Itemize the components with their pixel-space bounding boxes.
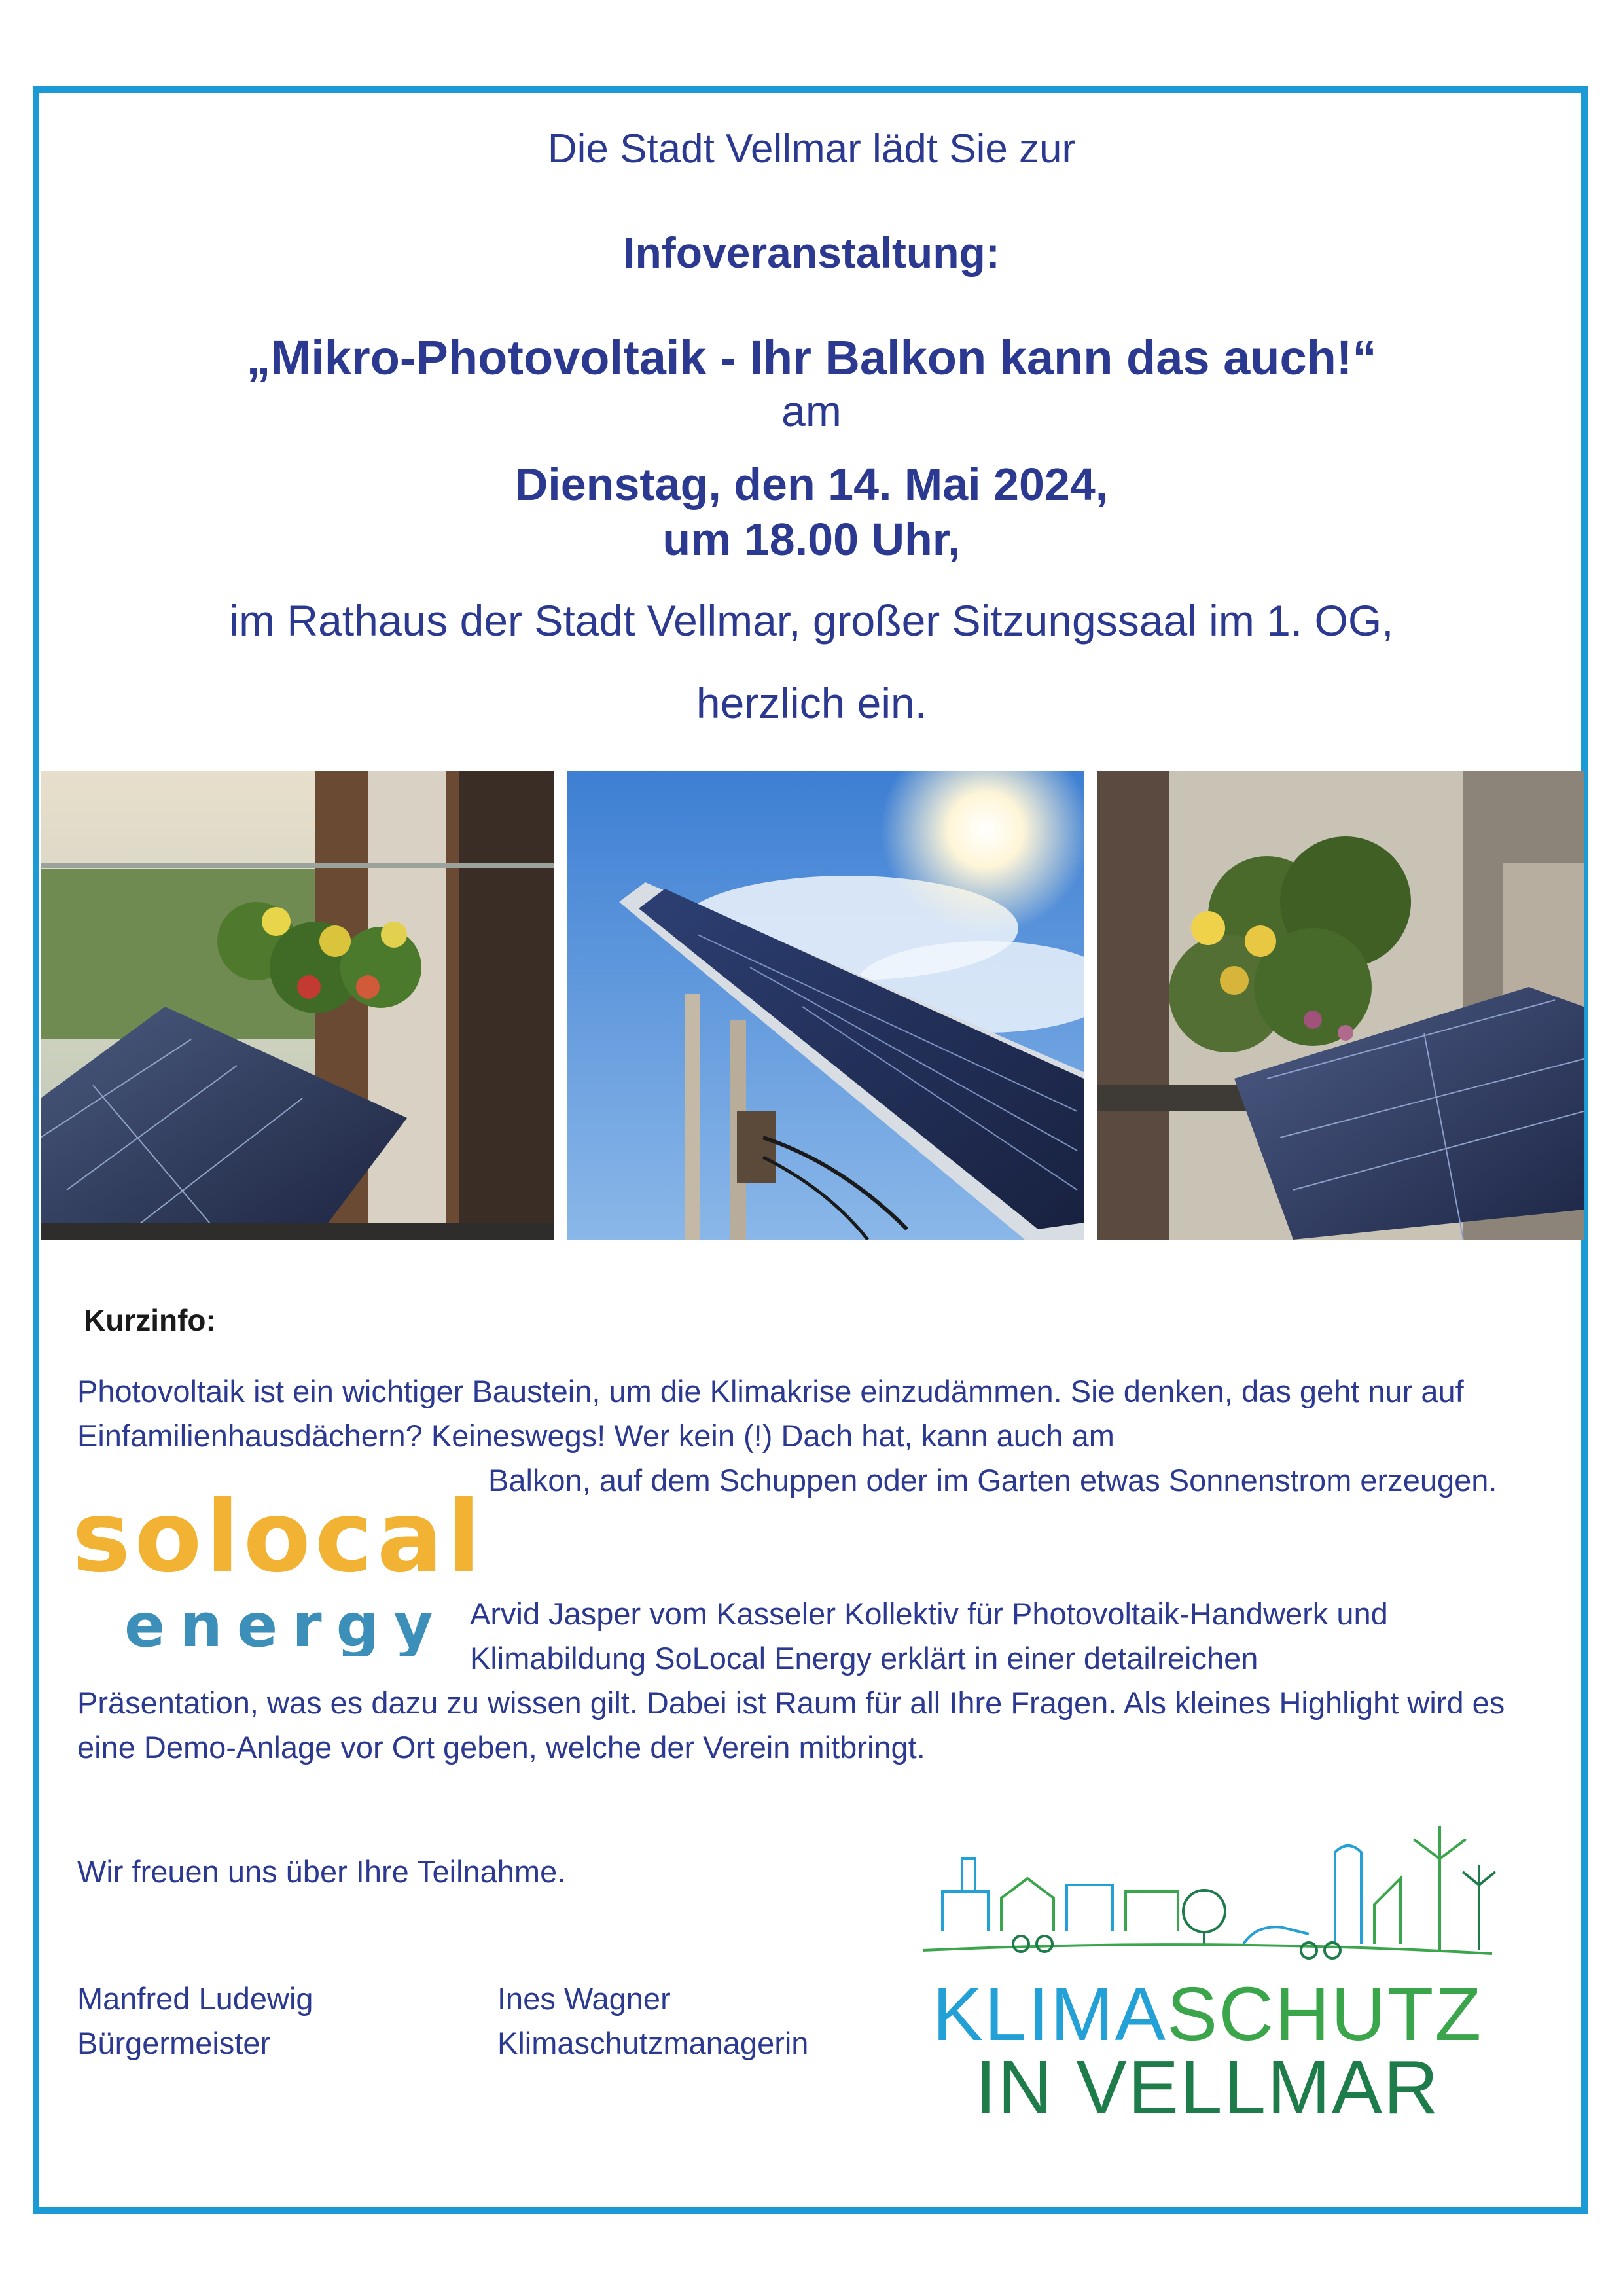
signature-manager-role: Klimaschutzmanagerin xyxy=(497,2026,809,2060)
photo-balcony-flowers xyxy=(41,771,554,1240)
invitation-closing: herzlich ein. xyxy=(696,679,927,727)
kurzinfo-paragraph-2: Balkon, auf dem Schuppen oder im Garten etwas Sonnenstrom erzeugen. xyxy=(488,1463,1497,1498)
skyline-illustration xyxy=(916,1813,1499,1970)
event-time: um 18.00 Uhr, xyxy=(662,514,961,565)
kurzinfo-paragraph-4: Präsentation, was es dazu zu wissen gilt. Dabei ist Raum für all Ihre Fragen. Als kleines Highlight wird es eine Demo-Anlage vor Ort geben, welche der Verein mitbringt. xyxy=(77,1685,1505,1765)
photo-balcony-panel xyxy=(1097,771,1584,1240)
event-location: im Rathaus der Stadt Vellmar, großer Sitzungssaal im 1. OG, xyxy=(229,596,1394,645)
thanks-text: Wir freuen uns über Ihre Teilnahme. xyxy=(77,1854,566,1889)
event-type: Infoveranstaltung: xyxy=(623,228,1000,277)
signature-mayor-role: Bürgermeister xyxy=(77,2026,271,2060)
klimaschutz-vellmar-logo xyxy=(916,1813,1499,2130)
signature-manager-name: Ines Wagner xyxy=(497,1981,671,2016)
signature-mayor xyxy=(77,1977,313,2066)
energy-wordmark: energy xyxy=(124,1590,448,1656)
kurzinfo-heading: Kurzinfo: xyxy=(84,1303,216,1337)
event-datetime xyxy=(0,457,1623,567)
klima-word: KLIMA xyxy=(932,1971,1167,2056)
event-date: Dienstag, den 14. Mai 2024, xyxy=(514,459,1109,510)
signature-mayor-name: Manfred Ludewig xyxy=(77,1981,313,2016)
intro-text: Die Stadt Vellmar lädt Sie zur xyxy=(547,126,1076,171)
kurzinfo-paragraph-3: Arvid Jasper vom Kasseler Kollektiv für Photovoltaik-Handwerk und Klimabildung SoLocal Energy erklärt in einer detailreichen xyxy=(470,1596,1388,1676)
kurzinfo-paragraph-1: Photovoltaik ist ein wichtiger Baustein, um die Klimakrise einzudämmen. Sie denken, das geht nur auf Einfamilienhausdächern? Keineswegs! Wer kein (!) Dach hat, kann auch am xyxy=(77,1374,1464,1453)
solocal-energy-logo xyxy=(72,1486,478,1656)
signature-manager xyxy=(497,1977,808,2066)
klima-title-line2: IN VELLMAR xyxy=(975,2045,1440,2130)
photo-panel-sky xyxy=(567,771,1084,1240)
am-text: am xyxy=(781,387,842,435)
schutz-word: SCHUTZ xyxy=(1166,1971,1483,2056)
event-title: „Mikro-Photovoltaik - Ihr Balkon kann das auch!“ xyxy=(246,331,1377,385)
solocal-wordmark: solocal xyxy=(72,1486,478,1594)
